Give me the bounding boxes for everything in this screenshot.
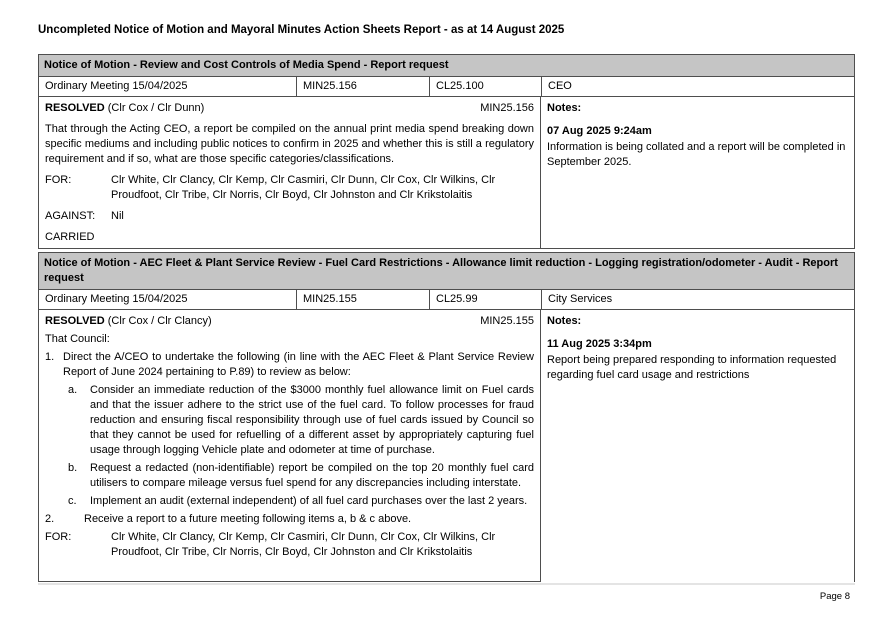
resolved-movers [45,314,212,329]
item-text: Request a redacted (non-identifiable) report be compiled on the top 20 monthly fuel card utilisers to compare mileage versus fuel spend for any discrepancies including interstate. [90,462,534,489]
resolved-min-ref: MIN25.155 [480,315,534,327]
against-row [45,209,534,224]
for-label: FOR: [45,174,72,186]
list-item-1a [68,383,534,458]
notes-cell [541,97,854,248]
resolution-intro: That Council: [45,333,110,345]
list-item-1b [68,461,534,491]
resolution-body-row [39,310,854,582]
item-text: Implement an audit (external independent) of all fuel card purchases over the last 2 years. [90,495,528,507]
for-row [45,530,534,560]
min-ref-cell: MIN25.156 [296,77,429,96]
cl-ref-cell: CL25.100 [429,77,541,96]
item-text: Direct the A/CEO to undertake the following (in line with the AEC Fleet & Plant Service Review Report of June 2024 pertaining to P.89) to review as below: [63,351,534,378]
motion-table-fleet-fuel-cards [38,252,855,582]
for-label: FOR: [45,531,72,543]
for-value: Clr White, Clr Clancy, Clr Kemp, Clr Casmiri, Clr Dunn, Clr Cox, Clr Wilkins, Clr Proudfoot, Clr Tribe, Clr Norris, Clr Boyd, Clr Johnston and Clr Krikstolaitis [111,174,496,201]
list-item-2 [45,512,534,527]
resolution-body-row [39,97,854,248]
movers-text: (Clr Cox / Clr Clancy) [107,315,212,327]
page-number: Page 8 [819,591,850,602]
list-item-1c [68,494,534,509]
section-header-media-spend: Notice of Motion - Review and Cost Controls of Media Spend - Report request [39,55,854,77]
report-title: Uncompleted Notice of Motion and Mayoral Minutes Action Sheets Report - as at 14 August 2025 [38,24,565,36]
notes-label: Notes: [547,315,582,327]
list-item-1 [45,350,534,380]
section-header-fleet-fuel-cards: Notice of Motion - AEC Fleet & Plant Service Review - Fuel Card Restrictions - Allowance limit reduction - Logging registration/odometer - Audit - Report request [39,253,854,290]
meeting-cell: Ordinary Meeting 15/04/2025 [45,293,188,305]
resolved-line [45,314,534,329]
item-text: Consider an immediate reduction of the $3000 monthly fuel allowance limit on Fuel cards and that the issuer adhere to the strict use of the fuel card. To follow processes for fraud reduction and ensuring fiscal responsibility through use of fuel cards issued by Council so that they cannot be used for refuelling of a different asset by appropriately capturing fuel usage through logging Vehicle plate and odometer at time of purchase. [90,384,534,456]
for-row [45,173,534,203]
notes-text: Report being prepared responding to information requested regarding fuel card usage and restrictions [547,354,837,381]
meeting-cell: Ordinary Meeting 15/04/2025 [45,80,188,92]
item-number: c. [68,495,77,507]
resolved-min-ref: MIN25.156 [480,102,534,114]
resolution-text: That through the Acting CEO, a report be compiled on the annual print media spend breaking down specific mediums and including public notices to confirm in 2025 and whether this is still a regulatory requirement and if so, what are those specific categories/classifications. [45,123,534,165]
cl-ref-cell: CL25.99 [429,290,541,309]
item-number: 2. [45,513,55,525]
page-content [38,24,855,582]
resolution-cell [39,97,541,248]
movers-text: (Clr Cox / Clr Dunn) [107,102,205,114]
against-value: Nil [111,210,124,222]
carried-label: CARRIED [45,231,95,243]
item-number: a. [68,384,78,396]
resolution-cell [39,310,541,582]
meeting-meta-row [39,77,854,97]
resolved-line [45,101,534,116]
notes-date: 07 Aug 2025 9:24am [547,125,652,137]
motion-table-media-spend [38,54,855,249]
meeting-meta-row [39,290,854,310]
item-text: Receive a report to a future meeting following items a, b & c above. [84,513,412,525]
item-number: b. [68,462,78,474]
for-value: Clr White, Clr Clancy, Clr Kemp, Clr Casmiri, Clr Dunn, Clr Cox, Clr Wilkins, Clr Proudfoot, Clr Tribe, Clr Norris, Clr Boyd, Clr Johnston and Clr Krikstolaitis [111,531,496,558]
resolved-label: RESOLVED [45,102,105,114]
notes-label: Notes: [547,102,582,114]
resolved-movers [45,101,204,116]
notes-date: 11 Aug 2025 3:34pm [547,338,652,350]
min-ref-cell: MIN25.155 [296,290,429,309]
against-label: AGAINST: [45,210,96,222]
notes-cell [541,310,854,582]
notes-text: Information is being collated and a report will be completed in September 2025. [547,141,846,168]
resolved-label: RESOLVED [45,315,105,327]
directorate-cell: City Services [541,290,854,309]
directorate-cell: CEO [541,77,854,96]
item-number: 1. [45,351,55,363]
